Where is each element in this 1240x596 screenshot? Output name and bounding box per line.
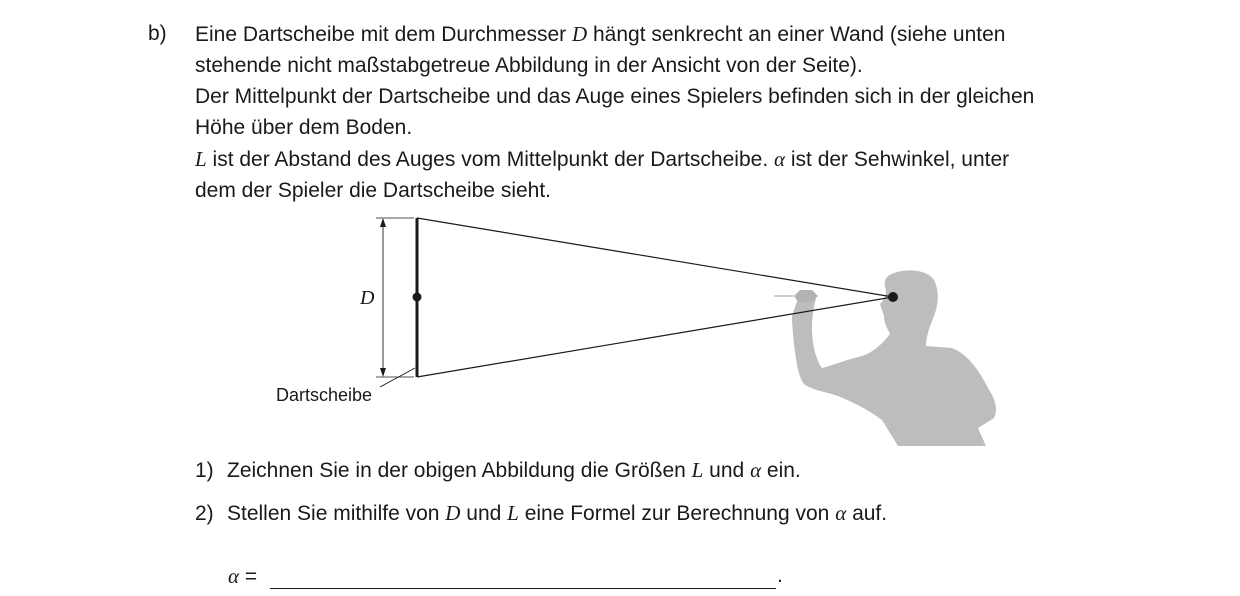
board-label: Dartscheibe (276, 385, 373, 405)
sight-line-top (417, 218, 893, 297)
answer-label: α = (228, 564, 258, 588)
task-item-1: 1) Zeichnen Sie in der obigen Abbildung die Größen L und α ein. (195, 458, 801, 482)
diameter-label: D (360, 287, 375, 309)
board-label-leader (380, 368, 415, 387)
arrow-down-icon (380, 368, 386, 377)
intro-paragraph-1: Eine Dartscheibe mit dem Durchmesser D hängt senkrecht an einer Wand (siehe unten stehende nicht maßstabgetreue Abbildung in der Ansicht von der Seite). (195, 22, 1006, 77)
task-label: b) (148, 22, 167, 45)
arrow-up-icon (380, 218, 386, 227)
answer-period: . (777, 564, 783, 587)
answer-blank-line[interactable] (270, 588, 776, 589)
eye-point (888, 292, 898, 302)
dartboard-center-point (413, 293, 422, 302)
intro-paragraph-3: L ist der Abstand des Auges vom Mittelpunkt der Dartscheibe. α ist der Sehwinkel, unter dem der Spieler die Dartscheibe sieht. (195, 147, 1010, 202)
task-item-2: 2) Stellen Sie mithilfe von D und L eine Formel zur Berechnung von α auf. (195, 501, 888, 525)
intro-paragraph-2: Der Mittelpunkt der Dartscheibe und das Auge eines Spielers befinden sich in der gleichen Höhe über dem Boden. (195, 85, 1035, 139)
player-silhouette (774, 270, 996, 446)
sight-line-bottom (417, 297, 893, 377)
